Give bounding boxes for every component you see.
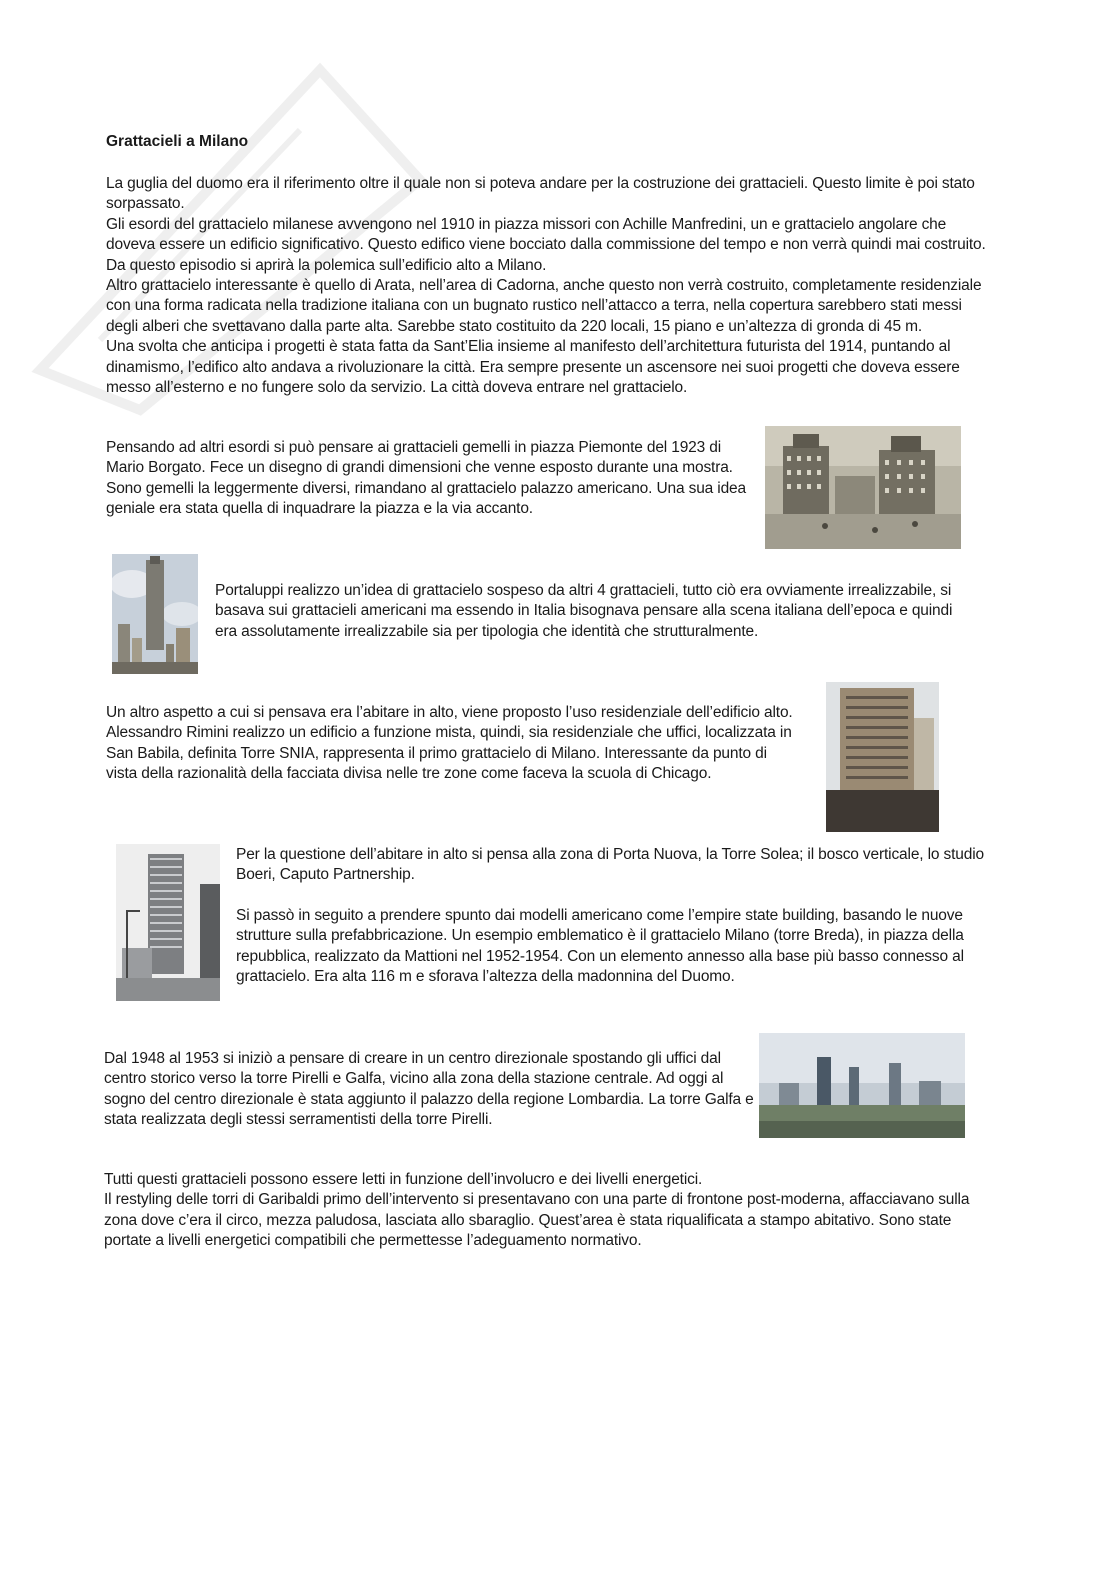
torre-breda-photo	[116, 844, 220, 1001]
document-title: Grattacieli a Milano	[106, 133, 249, 150]
paragraph-porta-nuova: Per la questione dell’abitare in alto si pensa alla zona di Porta Nuova, la Torre Solea; il bosco verticale, lo studio Boeri, Caputo Partnership.	[236, 846, 984, 884]
paragraph-torre-breda: Si passò in seguito a prendere spunto dai modelli americano come l’empire state building, basando le nuove strutture sulla prefabbricazione. Un esempio emblematico è il grattacielo Milano (torre Breda), in piazza della repubblica, realizzato da Mattioni nel 1952-1954. Con un elemento annesso alla base più basso connesso al grattacielo. Era alta 116 m e sforava l’altezza della madonnina del Duomo.	[236, 907, 964, 986]
paragraph-torre-snia: Un altro aspetto a cui si pensava era l’abitare in alto, viene proposto l’uso residenziale dell’edificio alto. Alessandro Rimini realizzo un edificio a funzione mista, quindi, sia residenziale che uffici, localizzata in San Babila, definita Torre SNIA, rappresenta il primo grattacielo di Milano. Interessante da punto di vista della razionalità della facciata divisa nelle tre zone come faceva la scuola di Chicago.	[106, 704, 793, 783]
twin-towers-photo	[765, 426, 961, 549]
portaluppi-drawing	[112, 554, 198, 674]
centro-direzionale-photo	[759, 1033, 965, 1138]
paragraph-intro: La guglia del duomo era il riferimento oltre il quale non si poteva andare per la costruzione dei grattacieli. Questo limite è poi stato sorpassato. Gli esordi del grattacielo milanese avvengono nel 1910 in piazza missori con Achille Manfredini, un e grattacielo angolare che doveva essere un edificio significativo. Questo edifico viene bocciato dalla commissione del tempo e non verrà quindi mai costruito. Da questo episodio si aprirà la polemica sull’edificio alto a Milano. Altro grattacielo interessante è quello di Arata, nell’area di Cadorna, anche questo non verrà costruito, completamente residenziale con una forma radicata nella tradizione italiana con un bugnato rustico nell’attacco a terra, nella copertura sarebbero stati messi degli alberi che svettavano dalla parte alta. Sarebbe stato costituito da 220 locali, 15 piano e un’altezza di gronda di 45 m. Una svolta che anticipa i progetti è stata fatta da Sant’Elia insieme al manifesto dell’architettura futurista del 1914, puntando al dinamismo, l’edifico alto andava a rivoluzionare la città. Era sempre presente un ascensore nei suoi progetti che doveva essere messo all’esterno e no fungere solo da servizio. La città doveva entrare nel grattacielo.	[106, 175, 986, 397]
paragraph-centro-direzionale: Dal 1948 al 1953 si iniziò a pensare di creare in un centro direzionale spostando gli uffici dal centro storico verso la torre Pirelli e Galfa, vicino alla zona della stazione centrale. Ad oggi al sogno del centro direzionale è stata aggiunto il palazzo della regione Lombardia. La torre Galfa e stata realizzata degli stessi serramentisti della torre Pirelli.	[104, 1050, 754, 1129]
torre-snia-photo	[826, 682, 939, 832]
paragraph-garibaldi: Tutti questi grattacieli possono essere letti in funzione dell’involucro e dei livelli energetici. Il restyling delle torri di Garibaldi primo dell’intervento si presentavano con una parte di frontone post-moderna, affacciavano sulla zona dove c’era il circo, mezza paludosa, lasciata allo sbaraglio. Quest’area è stata riqualificata a stampo abitativo. Sono state portate a livelli energetici compatibili che permettesse l’adeguamento normativo.	[104, 1171, 970, 1250]
paragraph-twin-towers: Pensando ad altri esordi si può pensare ai grattacieli gemelli in piazza Piemonte del 1923 di Mario Borgato. Fece un disegno di grandi dimensioni che venne esposto durante una mostra. Sono gemelli la leggermente diversi, rimandano al grattacielo palazzo americano. Una sua idea geniale era stata quella di inquadrare la piazza e la via accanto.	[106, 439, 747, 518]
paragraph-portaluppi: Portaluppi realizzo un’idea di grattacielo sospeso da altri 4 grattacieli, tutto ciò era ovviamente irrealizzabile, si basava sui grattacieli americani ma essendo in Italia bisognava pensare alla scena italiana dell’epoca e quindi era assolutamente irrealizzabile sia per tipologia che identità che strutturalmente.	[215, 582, 953, 640]
